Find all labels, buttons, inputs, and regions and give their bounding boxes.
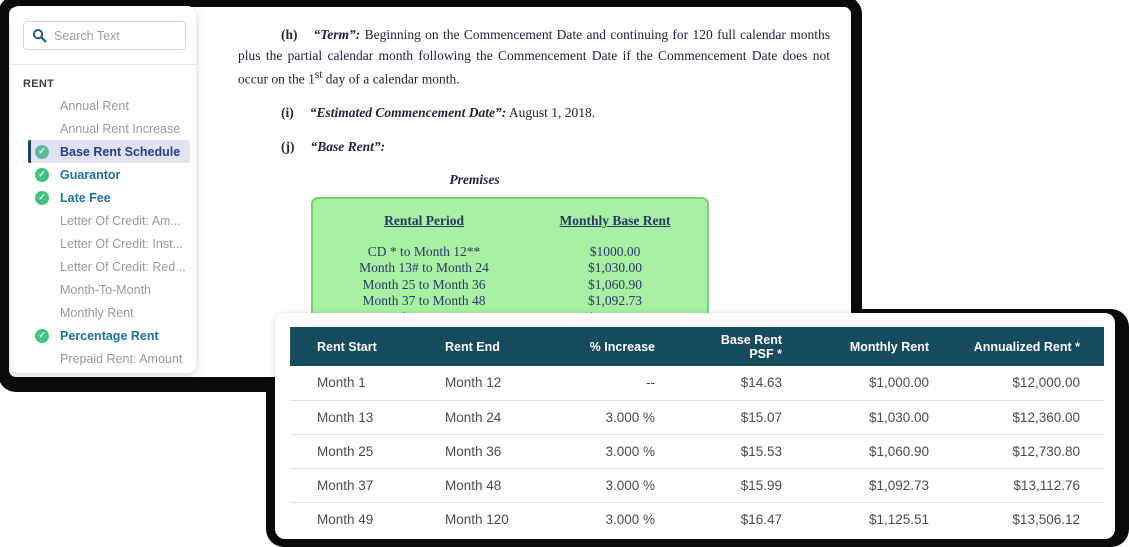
sidebar-item-label: Monthly Rent bbox=[60, 305, 134, 320]
rental-period-row bbox=[319, 277, 701, 293]
sidebar-item-annual-rent-increase[interactable] bbox=[10, 117, 196, 140]
table-row[interactable] bbox=[290, 434, 1104, 468]
clause-term-title: “Term”: bbox=[313, 27, 361, 42]
cell-percent-increase: 3.000 % bbox=[583, 468, 697, 502]
clause-base-rent bbox=[238, 137, 830, 158]
cell-base-rent-psf: $15.07 bbox=[697, 400, 823, 434]
cell-percent-increase: 3.000 % bbox=[583, 400, 697, 434]
monthly-base-rent-value: $1,060.90 bbox=[588, 276, 643, 292]
cell-rent-end: Month 120 bbox=[445, 511, 509, 527]
rental-period-value: Month 25 to Month 36 bbox=[362, 276, 486, 292]
sidebar-item-label: Month-To-Month bbox=[60, 282, 152, 297]
sidebar-item-letter-of-credit-installments[interactable] bbox=[10, 232, 196, 255]
sidebar-item-guarantor[interactable] bbox=[10, 163, 196, 186]
cell-rent-start: Month 1 bbox=[290, 366, 445, 400]
sidebar-item-label: Late Fee bbox=[60, 190, 111, 205]
cell-annualized-rent: $13,506.12 bbox=[1012, 511, 1080, 527]
sidebar-item-label: Prepaid Rent: Amount bbox=[60, 351, 183, 366]
rental-period-value: Month 37 to Month 48 bbox=[362, 293, 486, 309]
rental-period-value: Month 13# to Month 24 bbox=[359, 260, 489, 276]
column-header-base-rent-psf: Base Rent PSF * bbox=[697, 327, 823, 366]
sidebar-item-label: Guarantor bbox=[60, 167, 121, 182]
clause-estimated-commencement bbox=[238, 103, 830, 124]
check-circle-icon: ✓ bbox=[35, 329, 49, 343]
rental-period-row bbox=[319, 260, 701, 276]
rental-period-table-header bbox=[319, 211, 701, 232]
cell-annualized-rent: $12,730.80 bbox=[962, 434, 1104, 468]
column-header-annualized-rent: Annualized Rent * bbox=[962, 327, 1104, 366]
sidebar-item-base-rent-schedule[interactable] bbox=[10, 140, 196, 163]
rental-period-value: CD * to Month 12** bbox=[367, 243, 481, 259]
cell-base-rent-psf: $14.63 bbox=[697, 366, 823, 400]
monthly-base-rent-value: $1,030.00 bbox=[588, 260, 643, 276]
search-icon bbox=[32, 28, 47, 43]
table-row[interactable] bbox=[290, 502, 1104, 536]
clause-ecd-value: August 1, 2018. bbox=[508, 105, 596, 121]
column-header-percent-increase: % Increase bbox=[583, 327, 697, 366]
check-circle-icon: ✓ bbox=[35, 191, 49, 205]
sidebar-item-percentage-rent[interactable] bbox=[10, 324, 196, 347]
clause-term-label: (h) bbox=[281, 27, 298, 42]
table-row[interactable] bbox=[290, 468, 1104, 502]
rent-schedule-table bbox=[290, 327, 1104, 536]
rental-period-column-header: Rental Period bbox=[384, 213, 464, 229]
cell-monthly-rent: $1,092.73 bbox=[823, 468, 962, 502]
sidebar-item-annual-rent[interactable] bbox=[10, 94, 196, 117]
clause-ecd-label: (i) bbox=[281, 105, 294, 121]
cell-monthly-rent: $1,125.51 bbox=[868, 511, 929, 527]
premises-heading: Premises bbox=[449, 172, 500, 188]
cell-rent-end: Month 12 bbox=[445, 366, 583, 400]
sidebar-item-label: Annual Rent bbox=[60, 98, 129, 113]
cell-annualized-rent: $12,000.00 bbox=[962, 366, 1104, 400]
monthly-base-rent-column-header: Monthly Base Rent bbox=[559, 213, 671, 229]
cell-monthly-rent: $1,060.90 bbox=[823, 434, 962, 468]
sidebar-item-month-to-month[interactable] bbox=[10, 278, 196, 301]
sidebar-item-label: Letter Of Credit: Inst... bbox=[60, 236, 183, 251]
table-row[interactable] bbox=[290, 400, 1104, 434]
sidebar-item-letter-of-credit-amount[interactable] bbox=[10, 209, 196, 232]
rental-period-row bbox=[319, 244, 701, 260]
cell-rent-end: Month 36 bbox=[445, 434, 583, 468]
cell-rent-end: Month 48 bbox=[445, 468, 583, 502]
sidebar-item-late-fee[interactable] bbox=[10, 186, 196, 209]
clause-base-rent-label: (j) bbox=[281, 139, 295, 155]
cell-percent-increase: -- bbox=[583, 366, 697, 400]
search-box[interactable] bbox=[23, 21, 186, 50]
cell-percent-increase: 3.000 % bbox=[583, 434, 697, 468]
sidebar-item-letter-of-credit-reduction[interactable] bbox=[10, 255, 196, 278]
cell-annualized-rent: $13,112.76 bbox=[962, 468, 1104, 502]
rental-period-row bbox=[319, 293, 701, 309]
cell-rent-start: Month 49 bbox=[317, 511, 374, 527]
sidebar-item-label: Percentage Rent bbox=[60, 328, 159, 343]
rent-fields-sidebar bbox=[10, 6, 196, 373]
rent-section-label: RENT bbox=[23, 78, 55, 90]
column-header-rent-end: Rent End bbox=[445, 327, 583, 366]
check-circle-icon: ✓ bbox=[35, 168, 49, 182]
sidebar-item-label: Annual Rent Increase bbox=[60, 121, 181, 136]
rent-field-list bbox=[10, 94, 196, 370]
sidebar-item-label: Letter Of Credit: Am... bbox=[60, 213, 181, 228]
cell-percent-increase: 3.000 % bbox=[605, 511, 655, 527]
cell-annualized-rent: $12,360.00 bbox=[962, 400, 1104, 434]
cell-rent-start: Month 25 bbox=[290, 434, 445, 468]
clause-ecd-title: “Estimated Commencement Date”: bbox=[309, 105, 507, 121]
rent-schedule-header-row bbox=[290, 327, 1104, 366]
cell-rent-start: Month 37 bbox=[290, 468, 445, 502]
cell-rent-start: Month 13 bbox=[290, 400, 445, 434]
column-header-monthly-rent: Monthly Rent bbox=[823, 327, 962, 366]
clause-term bbox=[238, 25, 830, 90]
sidebar-item-monthly-rent[interactable] bbox=[10, 301, 196, 324]
clause-base-rent-title: “Base Rent”: bbox=[310, 139, 386, 155]
sidebar-item-label: Base Rent Schedule bbox=[60, 144, 181, 159]
check-circle-icon: ✓ bbox=[35, 145, 49, 159]
cell-monthly-rent: $1,030.00 bbox=[823, 400, 962, 434]
cell-base-rent-psf: $16.47 bbox=[740, 511, 782, 527]
sidebar-divider bbox=[10, 64, 196, 65]
table-row[interactable] bbox=[290, 366, 1104, 400]
cell-monthly-rent: $1,000.00 bbox=[823, 366, 962, 400]
clause-term-body: Beginning on the Commencement Date and continuing for 120 full calendar months plus the partial calendar month following the Commencement Date if the Commencement Date does not occur on the 1 bbox=[238, 27, 830, 87]
column-header-rent-start: Rent Start bbox=[290, 327, 445, 366]
monthly-base-rent-value: $1,092.73 bbox=[588, 293, 643, 309]
clause-term-body-end: day of a calendar month. bbox=[322, 71, 460, 87]
search-input[interactable] bbox=[54, 29, 177, 43]
cell-base-rent-psf: $15.99 bbox=[697, 468, 823, 502]
cell-base-rent-psf: $15.53 bbox=[697, 434, 823, 468]
rent-schedule-card bbox=[275, 313, 1115, 539]
sidebar-item-label: Letter Of Credit: Red... bbox=[60, 259, 186, 274]
clause-term-superscript: st bbox=[314, 68, 323, 81]
cell-rent-end: Month 24 bbox=[445, 400, 583, 434]
monthly-base-rent-value: $1000.00 bbox=[589, 243, 641, 259]
sidebar-item-prepaid-rent-amount[interactable] bbox=[10, 347, 196, 370]
